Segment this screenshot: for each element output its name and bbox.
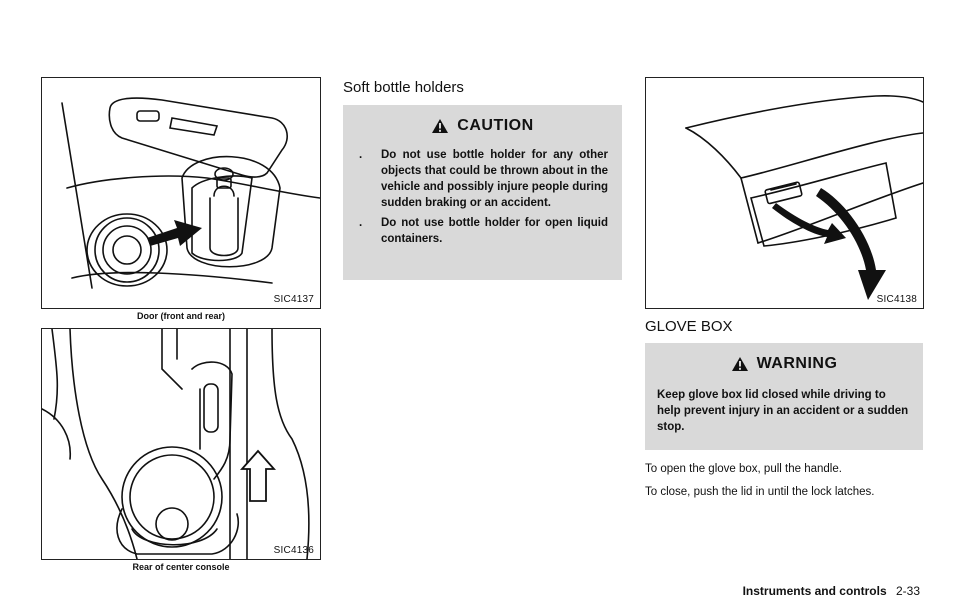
warning-title: [645, 355, 923, 373]
caution-panel: [343, 105, 622, 280]
list-item: [359, 147, 608, 211]
instruction-close: To close, push the lid in until the lock latches.: [645, 486, 875, 498]
warning-triangle-icon: [431, 118, 449, 134]
page-number: 2-33: [895, 584, 920, 598]
console-figure: [41, 328, 321, 560]
footer-section: Instruments and controls: [742, 584, 887, 598]
figure-code: SIC4138: [876, 294, 917, 305]
console-caption: Rear of center console: [132, 562, 230, 572]
section-heading-glove-box: GLOVE BOX: [645, 318, 733, 335]
bullet-marker: .: [359, 149, 363, 161]
warning-panel: [645, 343, 923, 450]
door-figure: [41, 77, 321, 309]
instruction-open: To open the glove box, pull the handle.: [645, 463, 842, 475]
warning-text: Keep glove box lid closed while driving to help prevent injury in an accident or a sudden stop.: [657, 389, 909, 433]
bullet-marker: .: [359, 217, 363, 229]
door-caption: Door (front and rear): [136, 311, 225, 321]
caution-list: [359, 147, 608, 247]
caution-label: CAUTION: [457, 117, 534, 134]
list-item-text: Do not use bottle holder for open liquid containers.: [381, 217, 608, 245]
section-heading-soft-bottle: Soft bottle holders: [343, 79, 464, 96]
warning-label: WARNING: [756, 355, 838, 372]
list-item-text: Do not use bottle holder for any other objects that could be thrown about in the vehicle and possibly injure people during sudden braking or an accident.: [381, 149, 608, 209]
console-illustration: [42, 329, 320, 559]
list-item: [359, 215, 608, 247]
glovebox-illustration: [646, 78, 923, 308]
caution-title: [343, 117, 622, 135]
figure-code: SIC4137: [273, 294, 314, 305]
door-illustration: [42, 78, 320, 308]
figure-code: SIC4136: [273, 545, 314, 556]
glovebox-figure: [645, 77, 924, 309]
page-footer: [743, 584, 920, 598]
warning-triangle-icon: [731, 356, 749, 372]
